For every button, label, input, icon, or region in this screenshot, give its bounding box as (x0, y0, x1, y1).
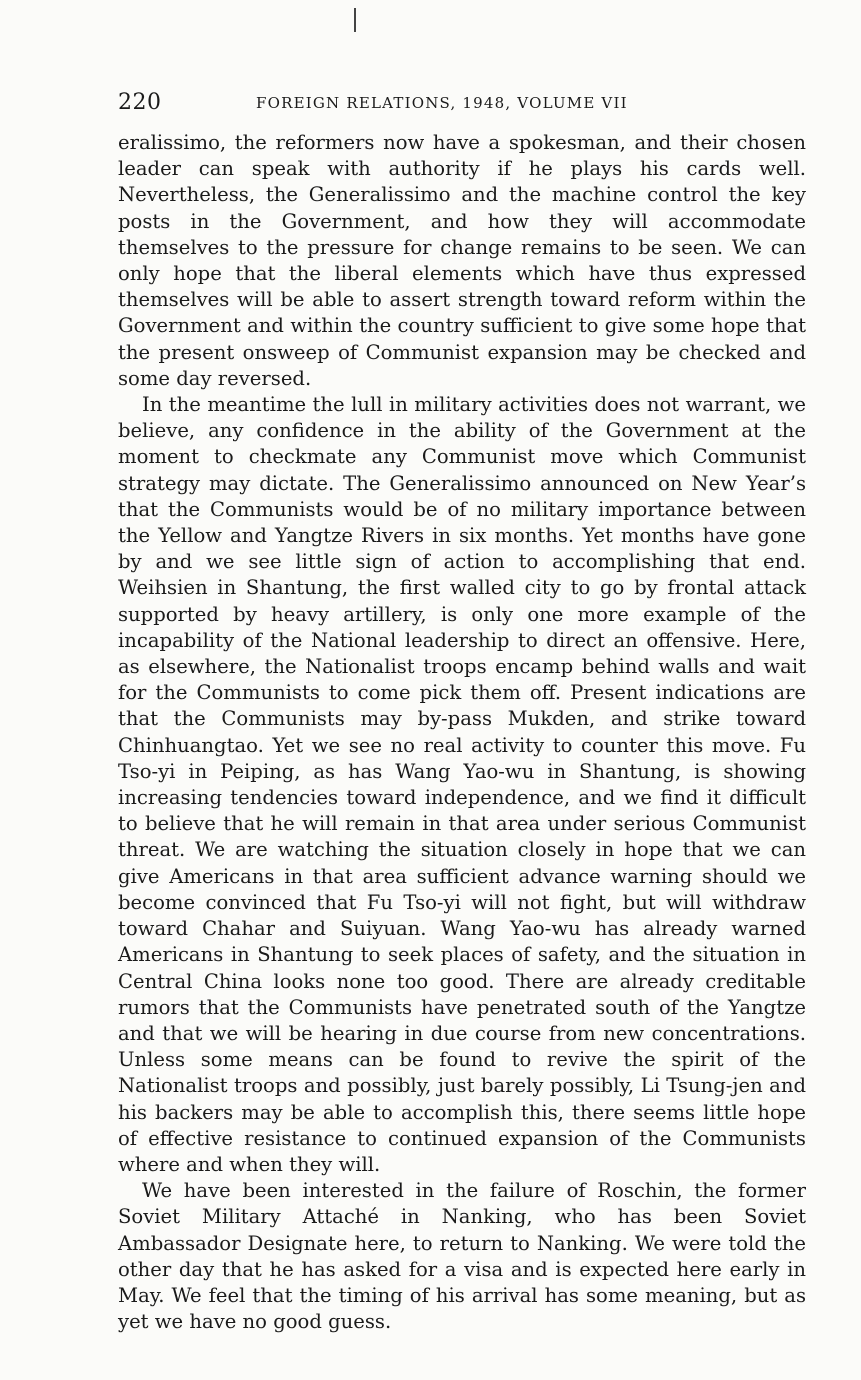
paragraph-3: We have been interested in the failure of Roschin, the former Soviet Military Attaché in Nanking, who has been Soviet Ambassador Designate here, to return to Nanking. We were told the other day that he has asked for a visa and is expected here early in May. We feel that the timing of his arrival has some meaning, but as yet we have no good guess. (118, 1179, 806, 1334)
header-title: FOREIGN RELATIONS, 1948, VOLUME VII (256, 94, 628, 112)
paragraph-1: eralissimo, the reformers now have a spokesman, and their chosen leader can speak with authority if he plays his cards well. Nevertheless, the Generalissimo and the machine control the key posts in the Government, and how they will accommodate themselves to the pressure for change remains to be seen. We can only hope that the liberal elements which have thus expressed themselves will be able to assert strength toward reform within the Government and within the country sufficient to give some hope that the present onsweep of Communist expansion may be checked and some day reversed. (118, 131, 806, 390)
paragraph-2: In the meantime the lull in military activities does not warrant, we believe, any confidence in the ability of the Government at the moment to checkmate any Communist move which Communist strategy may dictate. The Generalissimo announced on New Year’s that the Communists would be of no military importance between the Yellow and Yangtze Rivers in six months. Yet months have gone by and we see little sign of action to accomplishing that end. Weihsien in Shantung, the first walled city to go by frontal attack supported by heavy artillery, is only one more example of the incapability of the National leadership to direct an offensive. Here, as elsewhere, the Nationalist troops encamp behind walls and wait for the Communists to come pick them off. Present indications are that the Communists may by-pass Mukden, and strike toward Chinhuangtao. Yet we see no real activity to counter this move. Fu Tso-yi in Peiping, as has Wang Yao-wu in Shantung, is showing increasing tendencies toward independence, and we find it difficult to believe that he will remain in that area under serious Communist threat. We are watching the situation closely in hope that we can give Americans in that area sufficient advance warning should we become convinced that Fu Tso-yi will not fight, but will withdraw toward Chahar and Suiyuan. Wang Yao-wu has already warned Americans in Shantung to seek places of safety, and the situation in Central China looks none too good. There are already creditable rumors that the Communists have penetrated south of the Yangtze and that we will be hearing in due course from new concentrations. Unless some means can be found to revive the spirit of the Nationalist troops and possibly, just barely possibly, Li Tsung-jen and his backers may be able to accomplish this, there seems little hope of effective resistance to continued expansion of the Communists where and when they will. (118, 393, 806, 1176)
page-number: 220 (118, 90, 162, 115)
scan-mark (354, 8, 356, 32)
document-page (118, 86, 806, 1335)
running-header (118, 86, 806, 120)
